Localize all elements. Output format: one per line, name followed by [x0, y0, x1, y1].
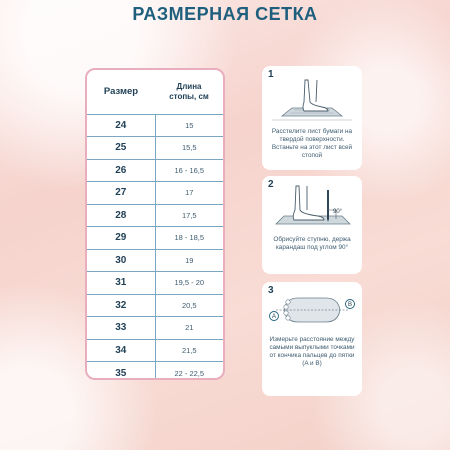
step-2-card [262, 176, 362, 274]
step-3-card [262, 282, 362, 396]
foot-length-cell: 21 [185, 323, 194, 333]
table-row [87, 317, 223, 340]
label-b: B [347, 302, 353, 308]
foot-length-cell: 20,5 [181, 300, 197, 310]
size-cell: 29 [87, 227, 155, 250]
size-cell: 26 [87, 159, 155, 182]
size-cell: 30 [87, 249, 155, 272]
table-row [87, 362, 223, 381]
table-row [87, 159, 223, 182]
foot-on-paper-icon [262, 72, 362, 128]
step-2-text: Обрисуйте ступню, держа карандаш под углом 90° [273, 236, 351, 251]
step-1-card [262, 66, 362, 170]
size-table [85, 68, 225, 380]
foot-length-cell: 17 [185, 188, 194, 198]
header-length-line2: стопы, см [169, 91, 209, 101]
foot-outline-icon [262, 288, 362, 334]
foot-length-cell: 21,5 [181, 345, 197, 355]
step-2-number: 2 [268, 179, 274, 190]
table-header-row [87, 70, 223, 114]
table-row [87, 272, 223, 295]
page-title: РАЗМЕРНАЯ СЕТКА [132, 4, 318, 24]
foot-length-cell: 19 [185, 255, 194, 265]
step-1-text: Расстелите лист бумаги на твердой поверхности. Встаньте на этот лист всей стопой [271, 128, 353, 159]
angle-label: 90° [333, 209, 343, 215]
size-cell: 35 [87, 362, 155, 381]
size-cell: 32 [87, 294, 155, 317]
label-a: A [271, 314, 277, 320]
foot-length-cell: 15,5 [181, 143, 197, 153]
foot-length-cell: 15 [185, 120, 194, 130]
step-3-number: 3 [268, 285, 274, 296]
size-cell: 28 [87, 204, 155, 227]
table-row [87, 227, 223, 250]
table-row [87, 339, 223, 362]
step-1-number: 1 [268, 69, 274, 80]
size-cell: 33 [87, 317, 155, 340]
foot-length-cell: 17,5 [181, 210, 197, 220]
size-cell: 25 [87, 137, 155, 160]
table-row [87, 204, 223, 227]
table-row [87, 294, 223, 317]
foot-tracing-icon [262, 180, 362, 232]
step-3-text: Измерьте расстояние между самыми выпуклыми точками от кончика пальцев до пятки (A и B) [269, 336, 355, 367]
header-foot-length [155, 70, 223, 114]
size-cell: 27 [87, 182, 155, 205]
header-size: Размер [103, 86, 139, 98]
size-cell: 24 [87, 114, 155, 137]
table-row [87, 182, 223, 205]
header-length-line1: Длина [176, 81, 202, 91]
foot-length-cell: 19,5 - 20 [174, 278, 205, 288]
size-cell: 34 [87, 339, 155, 362]
size-chart-table [87, 70, 223, 380]
table-row [87, 249, 223, 272]
foot-length-cell: 18 - 18,5 [174, 233, 205, 243]
table-row [87, 114, 223, 137]
table-row [87, 137, 223, 160]
foot-length-cell: 16 - 16,5 [174, 165, 205, 175]
foot-length-cell: 22 - 22,5 [174, 368, 205, 378]
size-cell: 31 [87, 272, 155, 295]
